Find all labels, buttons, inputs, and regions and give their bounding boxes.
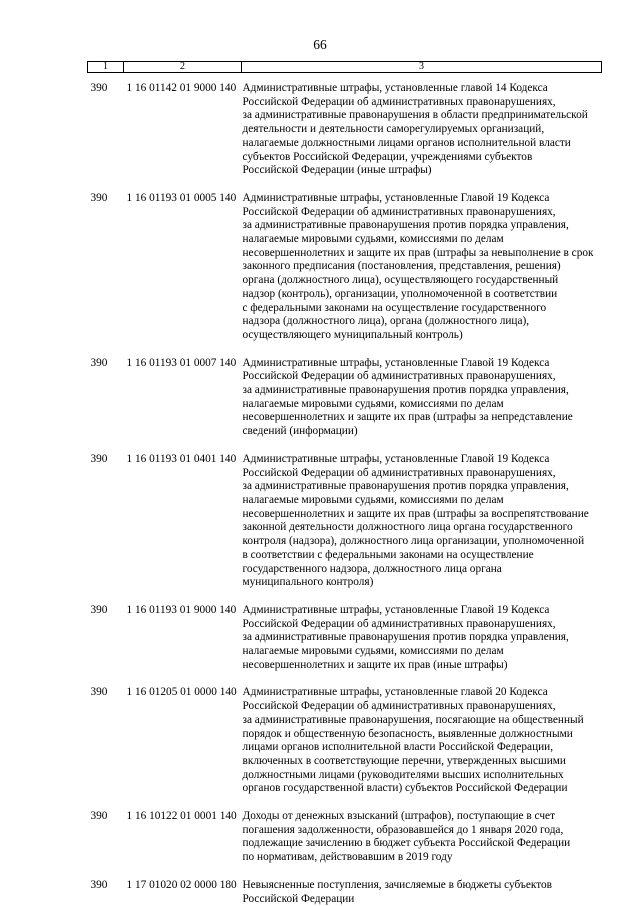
- description-line: надзора (должностного лица), органа (должностного лица),: [243, 315, 602, 329]
- description-line: осуществляющего муниципальный контроль): [243, 329, 602, 343]
- admin-code-cell: 390: [88, 590, 124, 673]
- table-row: [88, 178, 602, 343]
- description-line: налагаемые должностными лицами органов исполнительной власти: [243, 137, 602, 151]
- description-cell: [242, 672, 602, 796]
- description-line: с федеральными законами на осуществление государственного: [243, 302, 602, 316]
- description-cell: [242, 439, 602, 590]
- description-line: несовершеннолетних и защите их прав (штрафы за непредставление: [243, 411, 602, 425]
- description-cell: [242, 865, 602, 906]
- description-line: в соответствии с федеральными законами на осуществление: [243, 549, 602, 563]
- description-line: законного предписания (постановления, представления, решения): [243, 260, 602, 274]
- description-line: Административные штрафы, установленные Главой 19 Кодекса: [243, 453, 602, 467]
- column-number-1: 1: [88, 62, 124, 73]
- description-line: Российской Федерации об административных правонарушениях,: [243, 467, 602, 481]
- description-line: законной деятельности должностного лица органа государственного: [243, 521, 602, 535]
- budget-classification-code-cell: 1 16 10122 01 0001 140: [124, 796, 242, 865]
- table-row: [88, 796, 602, 865]
- description-line: за административные правонарушения против порядка управления,: [243, 384, 602, 398]
- budget-classification-code-cell: 1 17 01020 02 0000 180: [124, 865, 242, 906]
- description-line: Административные штрафы, установленные Главой 19 Кодекса: [243, 357, 602, 371]
- admin-code-cell: 390: [88, 796, 124, 865]
- description-line: несовершеннолетних и защите их прав (штрафы за воспрепятствование: [243, 508, 602, 522]
- table-row: [88, 439, 602, 590]
- column-numbers-header-row: [88, 62, 602, 73]
- revenue-codes-table: [87, 61, 602, 906]
- description-line: Административные штрафы, установленные главой 20 Кодекса: [243, 686, 602, 700]
- page-number: 66: [0, 37, 640, 53]
- admin-code-cell: 390: [88, 73, 124, 178]
- description-line: Доходы от денежных взысканий (штрафов), поступающие в счет: [243, 810, 602, 824]
- description-line: включенных в соответствующие перечни, утвержденных высшими: [243, 755, 602, 769]
- description-line: органа (должностного лица), осуществляющего государственный: [243, 274, 602, 288]
- description-line: Российской Федерации об административных правонарушениях,: [243, 618, 602, 632]
- description-line: должностными лицами (руководителями высших исполнительных: [243, 769, 602, 783]
- admin-code-cell: 390: [88, 439, 124, 590]
- budget-classification-code-cell: 1 16 01193 01 0401 140: [124, 439, 242, 590]
- description-line: несовершеннолетних и защите их прав (штрафы за невыполнение в срок: [243, 247, 602, 261]
- description-line: Невыясненные поступления, зачисляемые в бюджеты субъектов: [243, 879, 602, 893]
- description-line: налагаемые мировыми судьями, комиссиями по делам: [243, 233, 602, 247]
- admin-code-cell: 390: [88, 672, 124, 796]
- description-line: за административные правонарушения против порядка управления,: [243, 219, 602, 233]
- budget-classification-code-cell: 1 16 01205 01 0000 140: [124, 672, 242, 796]
- description-line: муниципального контроля): [243, 576, 602, 590]
- description-line: государственного надзора, должностного лица органа: [243, 563, 602, 577]
- budget-classification-code-cell: 1 16 01193 01 0005 140: [124, 178, 242, 343]
- description-cell: [242, 796, 602, 865]
- description-line: Российской Федерации об административных правонарушениях,: [243, 370, 602, 384]
- description-line: несовершеннолетних и защите их прав (иные штрафы): [243, 659, 602, 673]
- description-line: налагаемые мировыми судьями, комиссиями по делам: [243, 494, 602, 508]
- description-line: за административные правонарушения в области предпринимательской: [243, 109, 602, 123]
- description-line: субъектов Российской Федерации, учреждениями субъектов: [243, 151, 602, 165]
- description-line: Российской Федерации (иные штрафы): [243, 164, 602, 178]
- table-row: [88, 672, 602, 796]
- admin-code-cell: 390: [88, 865, 124, 906]
- description-line: надзор (контроль), организации, уполномоченной в соответствии: [243, 288, 602, 302]
- description-line: подлежащие зачислению в бюджет субъекта Российской Федерации: [243, 837, 602, 851]
- description-cell: [242, 73, 602, 178]
- budget-classification-code-cell: 1 16 01193 01 9000 140: [124, 590, 242, 673]
- admin-code-cell: 390: [88, 178, 124, 343]
- table-row: [88, 590, 602, 673]
- description-line: Административные штрафы, установленные Главой 19 Кодекса: [243, 192, 602, 206]
- description-line: погашения задолженности, образовавшейся до 1 января 2020 года,: [243, 824, 602, 838]
- table-body: [88, 73, 602, 906]
- description-line: Административные штрафы, установленные Главой 19 Кодекса: [243, 604, 602, 618]
- description-line: за административные правонарушения, посягающие на общественный: [243, 714, 602, 728]
- description-line: контроля (надзора), должностного лица организации, уполномоченной: [243, 535, 602, 549]
- budget-classification-code-cell: 1 16 01142 01 9000 140: [124, 73, 242, 178]
- description-line: сведений (информации): [243, 425, 602, 439]
- description-line: Российской Федерации об административных правонарушениях,: [243, 96, 602, 110]
- description-line: Российской Федерации об административных правонарушениях,: [243, 206, 602, 220]
- column-number-3: 3: [242, 62, 602, 73]
- description-cell: [242, 590, 602, 673]
- description-line: налагаемые мировыми судьями, комиссиями по делам: [243, 645, 602, 659]
- description-line: за административные правонарушения против порядка управления,: [243, 631, 602, 645]
- column-number-2: 2: [124, 62, 242, 73]
- description-cell: [242, 343, 602, 439]
- table-row: [88, 343, 602, 439]
- budget-classification-code-cell: 1 16 01193 01 0007 140: [124, 343, 242, 439]
- description-line: Российской Федерации: [243, 893, 602, 906]
- description-line: лицами органов исполнительной власти Российской Федерации,: [243, 741, 602, 755]
- description-line: органов государственной власти) субъектов Российской Федерации: [243, 782, 602, 796]
- admin-code-cell: 390: [88, 343, 124, 439]
- description-line: деятельности и деятельности саморегулируемых организаций,: [243, 123, 602, 137]
- table-row: [88, 73, 602, 178]
- description-line: Административные штрафы, установленные главой 14 Кодекса: [243, 82, 602, 96]
- description-line: налагаемые мировыми судьями, комиссиями по делам: [243, 398, 602, 412]
- description-line: за административные правонарушения против порядка управления,: [243, 480, 602, 494]
- table-row: [88, 865, 602, 906]
- description-line: Российской Федерации об административных правонарушениях,: [243, 700, 602, 714]
- description-cell: [242, 178, 602, 343]
- description-line: по нормативам, действовавшим в 2019 году: [243, 851, 602, 865]
- description-line: порядок и общественную безопасность, выявленные должностными: [243, 728, 602, 742]
